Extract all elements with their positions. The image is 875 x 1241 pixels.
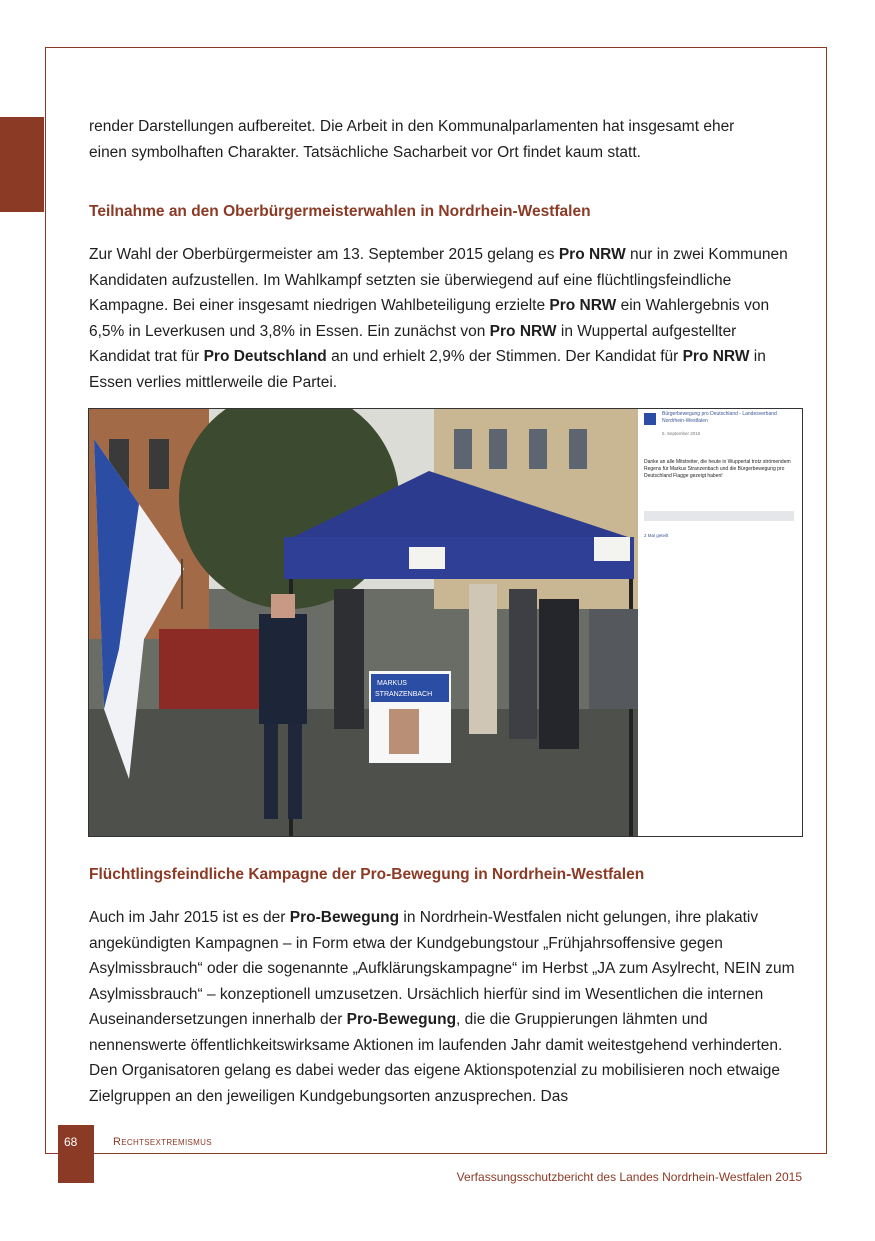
page-number: 68 bbox=[58, 1125, 94, 1183]
intro-paragraph bbox=[89, 114, 789, 165]
section-heading-ob-wahlen: Teilnahme an den Oberbürgermeisterwahlen in Nordrhein-Westfalen bbox=[89, 203, 591, 220]
section-heading-kampagne: Flüchtlingsfeindliche Kampagne der Pro-Bewegung in Nordrhein-Westfalen bbox=[89, 866, 645, 883]
footer-report-title: Verfassungsschutzbericht des Landes Nordrhein-Westfalen 2015 bbox=[456, 1170, 802, 1184]
poster-name-2: STRANZENBACH bbox=[375, 691, 433, 698]
facebook-post-screenshot bbox=[638, 409, 802, 836]
fb-shares: 2 Mal geteilt bbox=[644, 533, 669, 538]
fb-page-title: Bürgerbewegung pro Deutschland - Landesverband Nordrhein-Westfalen bbox=[662, 411, 777, 424]
footer-divider bbox=[94, 1153, 827, 1154]
fb-avatar bbox=[644, 413, 656, 425]
rally-photo bbox=[89, 409, 638, 836]
fb-date: 5. September 2015 bbox=[662, 431, 701, 436]
intro-line-1: render Darstellungen aufbereitet. Die Arbeit in den Kommunalparlamenten hat insgesamt eher bbox=[89, 118, 735, 135]
fb-post-text: Danke an alle Mitstreiter, die heute in Wuppertal trotz strömendem Regens für Markus Stranzenbach und die Bürgerbewegung pro Deutschland Flagge gezeigt haben! bbox=[644, 459, 791, 479]
poster-name-1: MARKUS bbox=[377, 680, 407, 687]
fb-blurred-comment bbox=[644, 511, 794, 521]
section2-paragraph: Auch im Jahr 2015 ist es der Pro-Bewegung in Nordrhein-Westfalen nicht gelungen, ihre plakativ angekündigten Kampagnen – in Form etwa der Kundgebungstour „Frühjahrsoffensive gegen Asylmissbrauch“ oder die sogenannte „Aufklärungskampagne“ im Herbst „JA zum Asylrecht, NEIN zum Asylmissbrauch“ – konzeptionell umzusetzen. Ursächlich hierfür sind im Wesentlichen die internen Auseinandersetzungen innerhalb der Pro-Bewegung, die die Gruppierungen lähmten und nennenswerte öffentlichkeitswirksame Aktionen im laufenden Jahr damit weitestgehend verhinderten. Den Organisatoren gelang es dabei weder das eigene Aktionspotenzial zu mobilisieren noch etwaige Zielgruppen an den jeweiligen Kundgebungsorten anzusprechen. Das bbox=[89, 909, 795, 1105]
chapter-tab bbox=[0, 117, 44, 212]
section1-paragraph: Zur Wahl der Oberbürgermeister am 13. September 2015 gelang es Pro NRW nur in zwei Kommunen Kandidaten aufzustellen. Im Wahlkampf setzten sie überwiegend auf eine flüchtlingsfeindliche Kampagne. Bei einer insgesamt niedrigen Wahlbeteiligung erzielte Pro NRW ein Wahlergebnis von 6,5% in Leverkusen und 3,8% in Essen. Ein zunächst von Pro NRW in Wuppertal aufgestellter Kandidat trat für Pro Deutschland an und erhielt 2,9% der Stimmen. Der Kandidat für Pro NRW in Essen verlies mittlerweile die Partei. bbox=[89, 246, 788, 391]
campaign-photo-figure bbox=[88, 408, 803, 837]
footer-section-title: Rechtsextremismus bbox=[113, 1136, 212, 1148]
intro-line-2: einen symbolhaften Charakter. Tatsächliche Sacharbeit vor Ort findet kaum statt. bbox=[89, 143, 641, 161]
